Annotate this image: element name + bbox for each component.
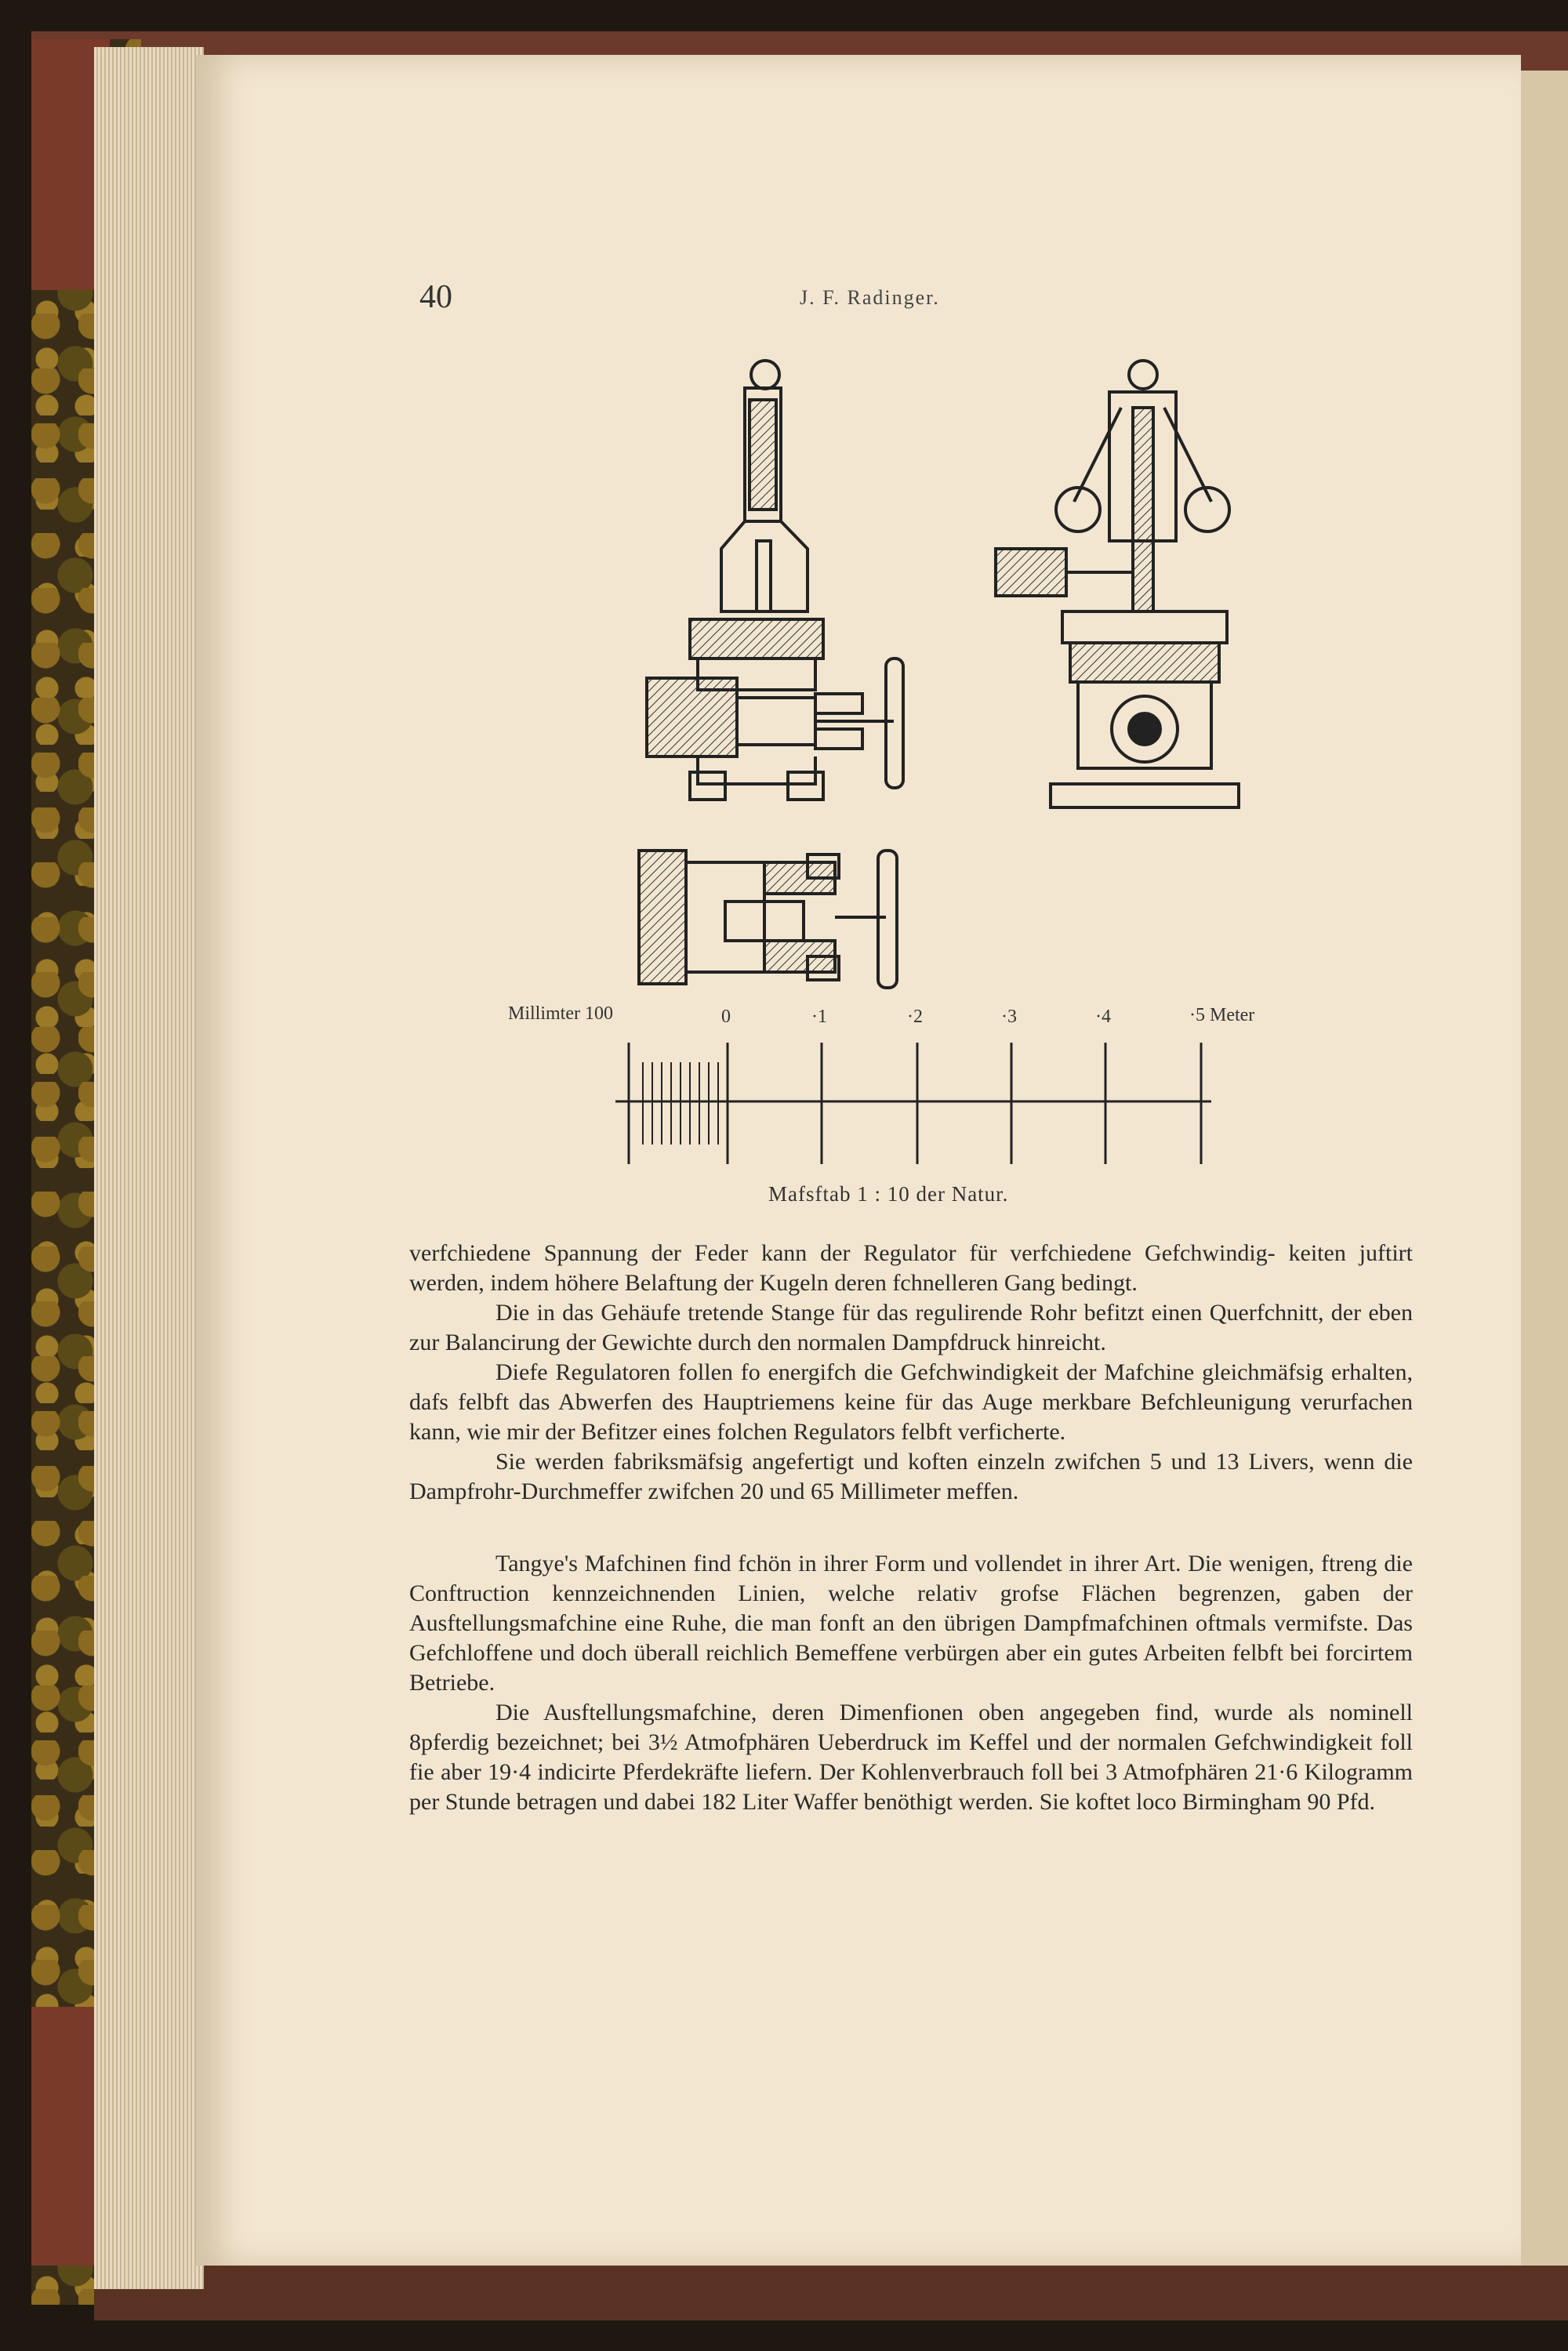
paragraph: Sie werden fabriksmäfsig angefertigt und koften einzeln zwifchen 5 und 13 Livers, wenn die Dampfrohr-Durchmeffer zwifchen 20 und 65 Millimeter meffen. (409, 1449, 1413, 1504)
paragraph: Die Ausftellungsmafchine, deren Dimenfionen oben angegeben find, wurde als nominell 8pferdig bezeichnet; bei 3½ Atmofphären Ueberdruck im Keffel und der normalen Gefchwindigkeit foll fie aber 19·4 indicirte Pferdekräfte liefern. Der Kohlenverbrauch foll bei 3 Atmofphären 21·6 Kilogramm per Stunde betragen und dabei 182 Liter Waffer benöthigt werden. Sie koftet loco Birmingham 90 Pfd. (409, 1700, 1413, 1815)
valve-section-left (647, 361, 903, 800)
running-head: J. F. Radinger. (800, 286, 940, 309)
scale-label-millimeter: Millimter 100 (508, 1003, 613, 1024)
scale-tick-4: ·4 (1095, 1007, 1111, 1027)
scale-tick-0: 0 (721, 1007, 731, 1027)
valve-plan-view (639, 851, 897, 988)
scale-bar (615, 1043, 1211, 1164)
body-text (409, 1239, 1413, 1817)
paragraph: Die in das Gehäufe tretende Stange für das regulirende Rohr befitzt einen Querfchnitt, der eben zur Balancirung der Gewichte durch den normalen Dampfdruck hinreicht. (409, 1300, 1413, 1355)
paragraph: Diefe Regulatoren follen fo energifch die Gefchwindigkeit der Mafchine gleichmäfsig erhalten, dafs felbft das Abwerfen des Hauptriemens keine für das Auge merkbare Befchleunigung verurfachen kann, wie mir der Befitzer eines folchen Regulators felbft verficherte. (409, 1359, 1413, 1445)
paragraph: verfchiedene Spannung der Feder kann der Regulator für verfchiedene Gefchwindig- keiten juftirt werden, indem höhere Belaftung der Kugeln deren fchnelleren Gang bedingt. (409, 1240, 1413, 1296)
figure-caption: Mafsftab 1 : 10 der Natur. (768, 1182, 1009, 1206)
paragraph: Tangye's Mafchinen find fchön in ihrer Form und vollendet in ihrer Art. Die wenigen, ftreng die Conftruction kennzeichnenden Linien, welche relativ grofse Flächen begrenzen, gaben der Ausftellungsmafchine eine Ruhe, die man fonft an den übrigen Dampfmafchinen oftmals vermifste. Das Gefchloffene und doch überall reichlich Bemeffene verbürgen aber ein gutes Arbeiten felbft bei forcirtem Betriebe. (409, 1551, 1413, 1696)
scale-tick-1: ·1 (811, 1007, 827, 1027)
scale-tick-2: ·2 (907, 1007, 923, 1027)
scale-tick-3: ·3 (1001, 1007, 1017, 1027)
valve-section-right (996, 361, 1239, 807)
scale-tick-5: ·5 Meter (1189, 1005, 1255, 1025)
page-number: 40 (419, 279, 452, 315)
